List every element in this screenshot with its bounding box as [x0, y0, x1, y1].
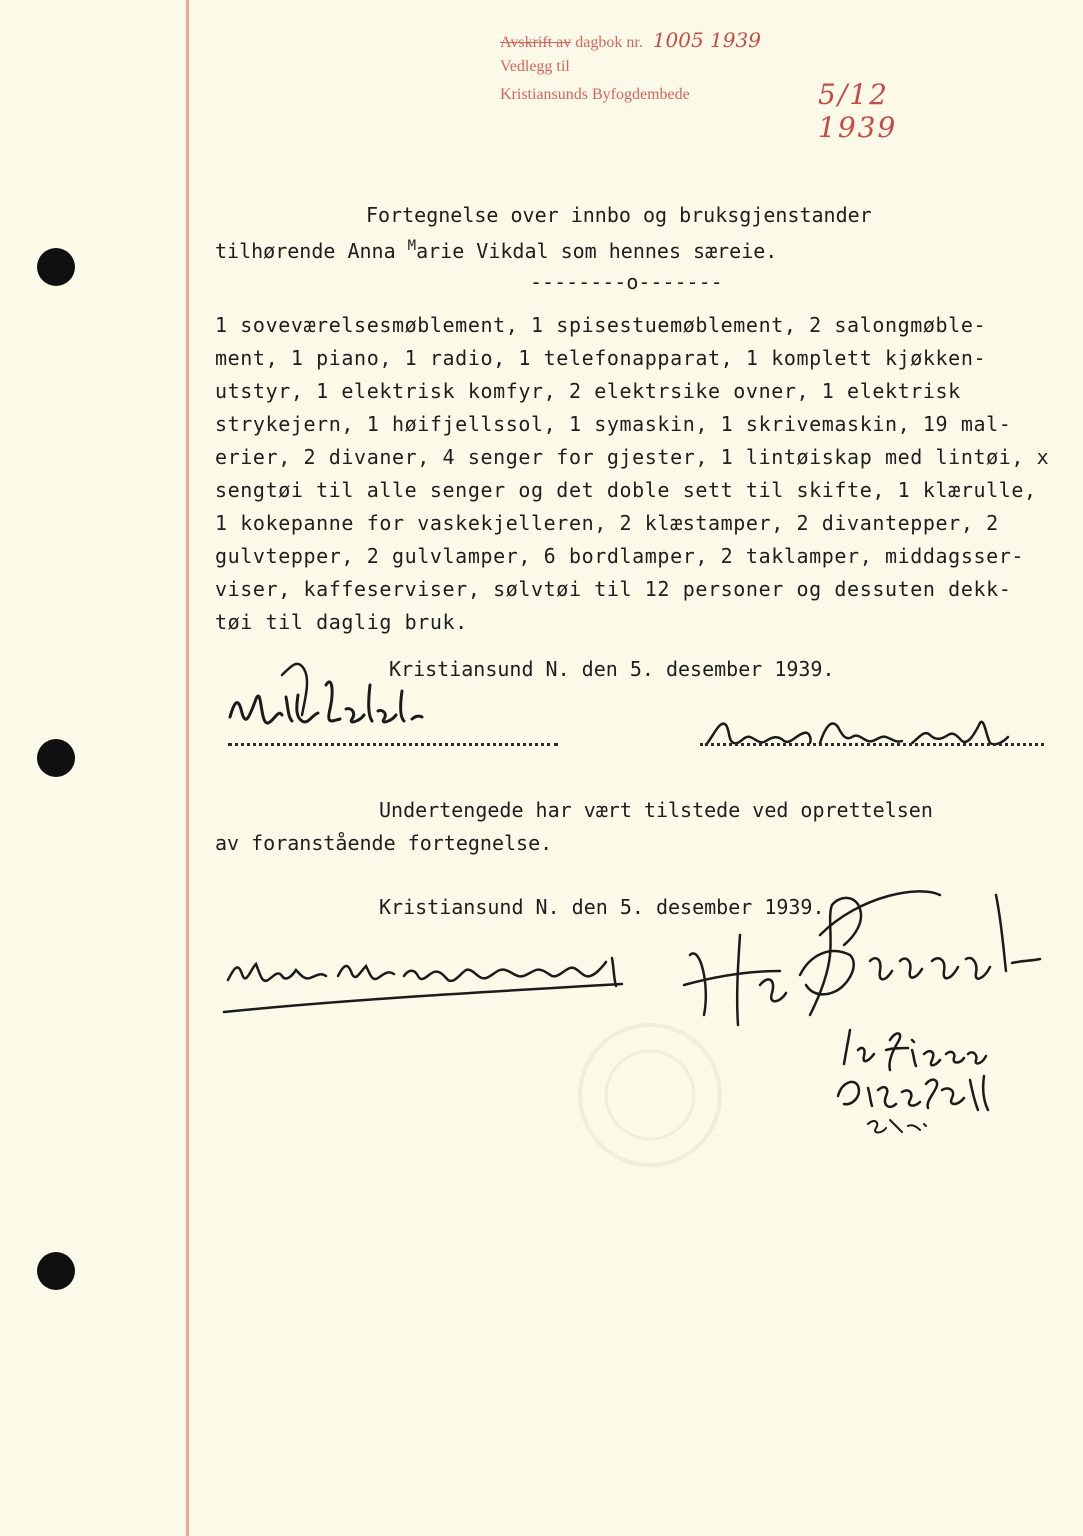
inventory-line: 1 soveværelsesmøblement, 1 spisestuemøblement, 2 salongmøble- [215, 313, 987, 337]
margin-rule [186, 0, 189, 1536]
signature-line-right [700, 743, 1044, 746]
title-raised-letter: M [407, 238, 417, 254]
inventory-line: strykejern, 1 høifjellssol, 1 symaskin, 1 skrivemaskin, 19 mal- [215, 412, 1012, 436]
title-suffix: arie Vikdal som hennes særeie. [416, 239, 778, 263]
punch-hole [37, 739, 75, 777]
witness-line-2: av foranstående fortegnelse. [215, 831, 553, 855]
witness-line-1: Undertengede har vært tilstede ved oprettelsen [379, 798, 933, 822]
section-divider: --------o------- [530, 270, 723, 294]
punch-hole [37, 248, 75, 286]
inventory-line: erier, 2 divaner, 4 senger for gjester, 1 lintøiskap med lintøi, x [215, 445, 1050, 469]
inventory-line: utstyr, 1 elektrisk komfyr, 2 elektrsike ovner, 1 elektrisk [215, 379, 961, 403]
inventory-line: ment, 1 piano, 1 radio, 1 telefonapparat, 1 komplett kjøkken- [215, 346, 987, 370]
stamp-dagbok-label: dagbok nr. [575, 34, 643, 51]
signature-witness-left [222, 940, 642, 1020]
document-title-line-1: Fortegnelse over innbo og bruksgjenstander [366, 203, 872, 227]
registry-stamp [500, 24, 920, 144]
place-date-1: Kristiansund N. den 5. desember 1939. [389, 657, 835, 681]
signature-anna-marie-vikdal [700, 705, 1040, 755]
inventory-line: tøi til daglig bruk. [215, 610, 468, 634]
stamp-dagbok-number: 1005 1939 [652, 28, 761, 52]
stamp-date: 5/12 1939 [818, 78, 898, 144]
place-date-2: Kristiansund N. den 5. desember 1939. [379, 895, 825, 919]
inventory-line: viser, kaffeserviser, sølvtøi til 12 personer og dessuten dekk- [215, 577, 1012, 601]
faint-watermark [560, 1010, 740, 1180]
inventory-line: 1 kokepanne for vaskekjelleren, 2 klæstamper, 2 divantepper, 2 [215, 511, 999, 535]
in-fidem-notation [828, 1020, 998, 1140]
stamp-struck-text: Avskrift av [500, 34, 572, 51]
signature-line-left [228, 743, 558, 746]
stamp-line-2: Vedlegg til [500, 58, 570, 75]
punch-hole [37, 1252, 75, 1290]
title-prefix: tilhørende Anna [215, 239, 408, 263]
signature-nils-vikdal [222, 655, 522, 745]
inventory-line: sengtøi til alle senger og det doble sett til skifte, 1 klærulle, [215, 478, 1037, 502]
document-title-line-2 [215, 238, 777, 263]
inventory-line: gulvtepper, 2 gulvlamper, 6 bordlamper, 2 taklamper, middagsser- [215, 544, 1025, 568]
stamp-line-3: Kristiansunds Byfogdembede [500, 86, 690, 103]
stamp-line-1 [500, 28, 761, 52]
